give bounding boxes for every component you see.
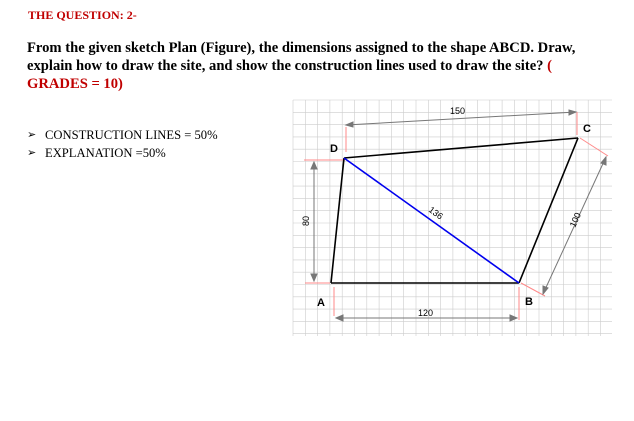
arrowhead [311,162,317,169]
dimension-label-right: 100 [567,211,583,229]
dimension-label-top: 150 [450,106,466,116]
vertex-label-c: C [583,123,591,135]
bullet-text: CONSTRUCTION LINES = 50% [45,128,218,142]
page-title: THE QUESTION: 2- [28,8,137,22]
arrowhead [336,315,343,321]
arrowhead [346,122,353,127]
arrow-bullet-icon: ➢ [27,147,37,159]
dimension-lines [311,110,606,321]
arrow-bullet-icon: ➢ [27,129,37,141]
extension-line [521,283,545,296]
diagonal-db [344,158,519,283]
vertex-label-a: A [317,297,325,309]
dimension-label-diagonal: 136 [426,204,445,222]
dimension-label-bottom: 120 [418,308,434,318]
arrowhead [569,110,576,115]
extension-line [580,138,608,156]
vertex-label-b: B [525,296,533,308]
construction-lines [304,112,608,320]
dimension-label-left: 80 [301,215,311,226]
question-body: From the given sketch Plan (Figure), the dimensions assigned to the shape ABCD. Draw, explain how to draw the site, and show the construction lines used to draw the site? [27,40,576,74]
bullet-text: EXPLANATION =50% [45,146,166,160]
arrowhead [311,274,317,281]
arrowhead [601,157,606,165]
grid-paper [293,100,612,336]
grades-label: ( GRADES = 10) [27,58,553,92]
arrowhead [510,315,517,321]
vertex-label-d: D [330,143,338,155]
arrowhead [543,286,548,294]
